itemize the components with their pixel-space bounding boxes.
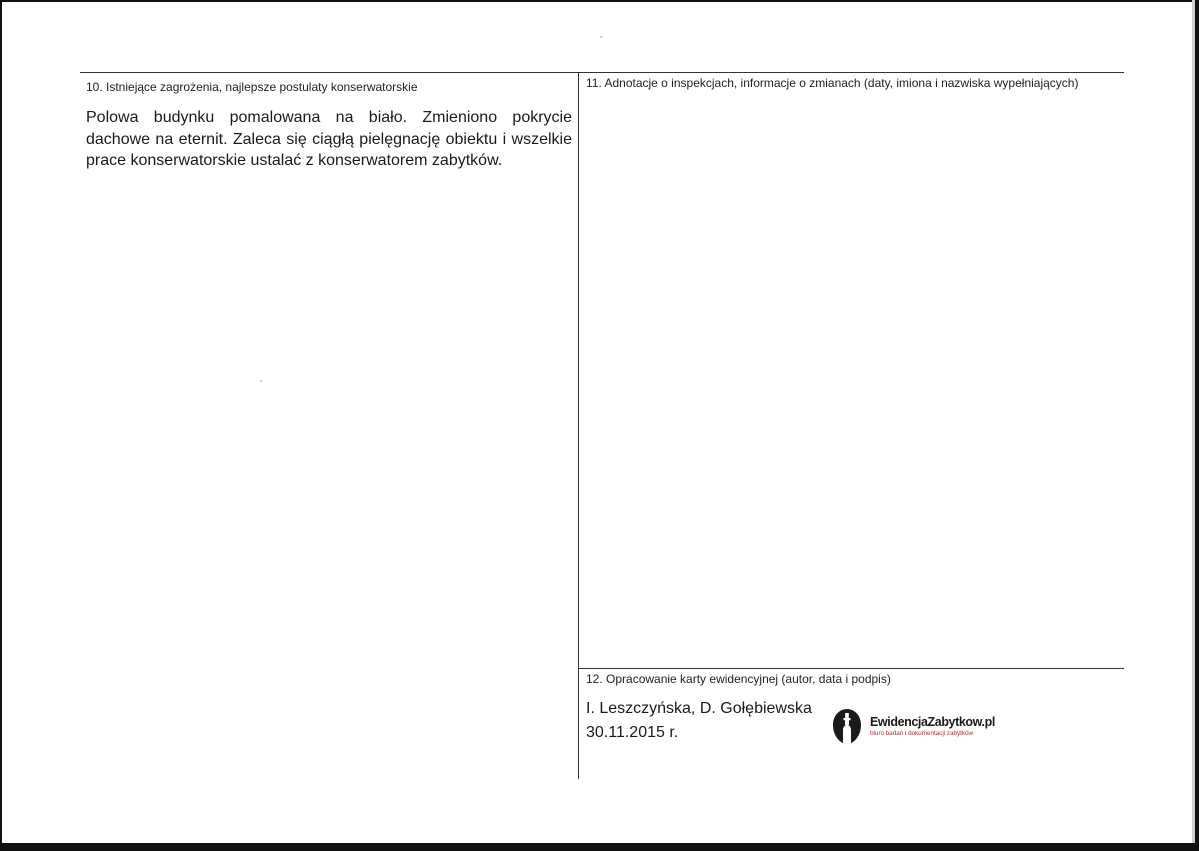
scan-border-top — [0, 0, 1199, 2]
section-10-top-rule — [80, 72, 578, 73]
section-12-authors: I. Leszczyńska, D. Gołębiewska — [586, 700, 812, 717]
logo-name: EwidencjaZabytkow.pl — [870, 714, 995, 729]
section-12-date: 30.11.2015 r. — [586, 724, 679, 741]
logo-tagline: biuro badań i dokumentacji zabytków — [870, 729, 974, 737]
monument-logo-icon — [832, 708, 862, 744]
column-divider — [578, 72, 579, 779]
section-12-label: 12. Opracowanie karty ewidencyjnej (autor, data i podpis) — [586, 672, 891, 686]
scan-border-left — [0, 0, 2, 851]
scan-border-right — [1195, 0, 1199, 851]
scan-speck — [260, 380, 262, 382]
scan-speck — [600, 36, 602, 38]
section-12-body — [586, 697, 816, 745]
section-11-top-rule — [578, 72, 1124, 73]
scan-border-bottom — [0, 843, 1199, 851]
company-logo — [832, 706, 1002, 746]
section-11-label: 11. Adnotacje o inspekcjach, informacje o zmianach (daty, imiona i nazwiska wypełniających) — [586, 76, 1079, 90]
section-12-top-rule — [578, 668, 1124, 669]
section-10-label: 10. Istniejące zagrożenia, najlepsze postulaty konserwatorskie — [86, 80, 418, 94]
section-10-body: Polowa budynku pomalowana na biało. Zmieniono pokrycie dachowe na eternit. Zaleca się ciągłą pielęgnację obiektu i wszelkie prace konserwatorskie ustalać z konserwatorem zabytków. — [86, 109, 572, 169]
